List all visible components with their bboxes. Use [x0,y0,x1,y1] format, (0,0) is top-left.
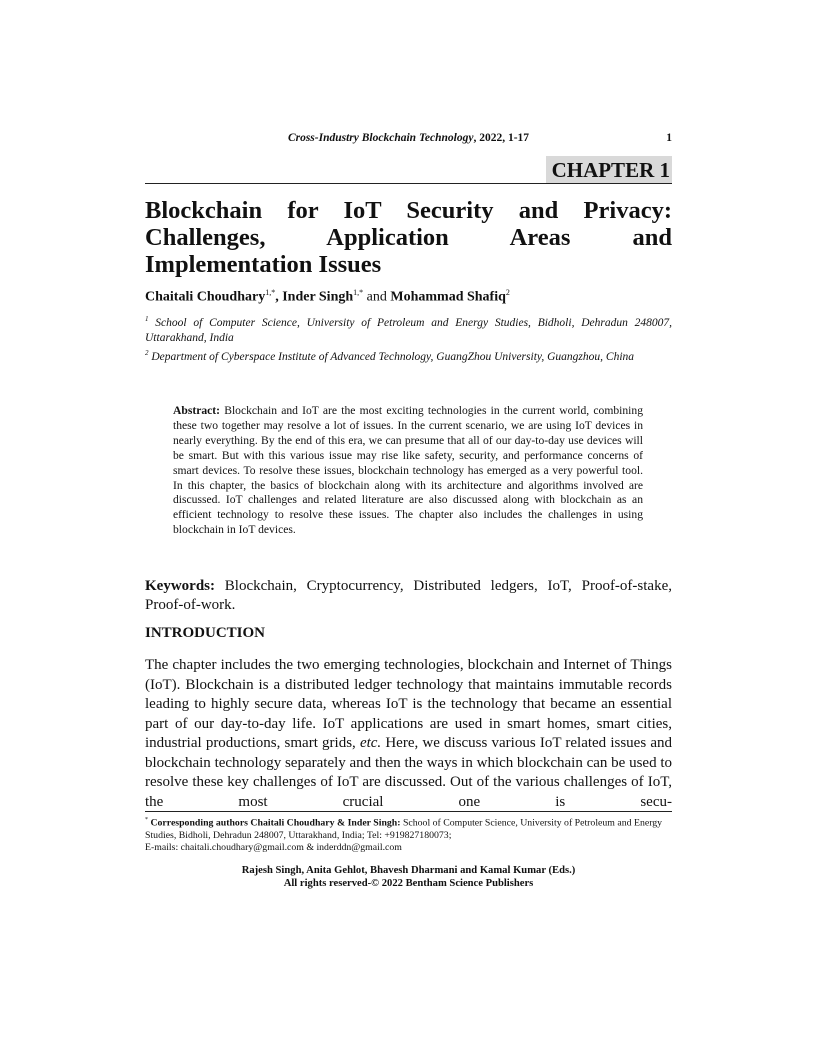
running-head-journal [145,132,672,144]
chapter-header [145,156,672,183]
affiliation [145,312,672,346]
abstract [173,404,643,538]
keywords-label: Keywords: [145,578,215,594]
chapter-rule [145,183,672,184]
editors-line: Rajesh Singh, Anita Gehlot, Bhavesh Dharmani and Kamal Kumar (Eds.) [241,865,576,876]
affiliation [145,346,672,365]
abstract-text: Blockchain and IoT are the most exciting technologies in the current world, combining these two together may resolve a lot of issues. In the current scenario, we are using IoT devices in nearly everything. By the end of this era, we can presume that all of our day-to-day use devices will be smart. But with this various issue may rise like safety, security, and performance concerns of smart devices. To resolve these issues, blockchain technology has emerged as a very powerful tool. In this chapter, the basics of blockchain along with its architecture and algorithms involved are discussed. IoT challenges and related literature are also discussed along with blockchain as an efficient technology to resolve these issues. The chapter also includes the challenges in using blockchain in IoT devices. [173,404,643,537]
abstract-label: Abstract: [173,404,221,417]
footnote-label: Corresponding authors Chaitali Choudhary & Inder Singh: [150,817,401,829]
footnote-mark: * [145,817,148,823]
author-affiliation-mark: 2 [505,288,510,297]
footnote-text: School of Computer Science, University of Petroleum and Energy Studies, Bidholi, Dehradun 248007, Uttarakhand, India; Tel: +919827180073; [145,817,663,841]
paragraph-emphasis: etc. [359,735,382,751]
author-affiliation-mark: 1,* [353,288,364,297]
keywords-text: Blockchain, Cryptocurrency, Distributed ledgers, IoT, Proof-of-stake, Proof-of-work. [145,578,672,613]
footnote [145,814,672,854]
author-separator: , [275,289,283,305]
footnote-rule [145,811,672,812]
copyright-line: All rights reserved-© 2022 Bentham Science Publishers [283,878,534,889]
journal-title: Cross-Industry Blockchain Technology [287,132,474,144]
affiliation-number: 2 [145,349,149,357]
author-conjunction: and [363,289,391,305]
author-list [145,288,672,306]
affiliation-text: Department of Cyberspace Institute of Advanced Technology, GuangZhou University, Guangzhou, China [151,350,635,363]
keywords [145,577,672,615]
paragraph-text: The chapter includes the two emerging technologies, blockchain and Internet of Things (IoT). Blockchain is a distributed ledger technology that maintains immutable records leading to highly secure data, whereas IoT is the technology that became an essential part of our day-to-day life. IoT applications are used in smart homes, smart cities, industrial productions, smart grids, [145,657,672,751]
chapter-title: Blockchain for IoT Security and Privacy: Challenges, Application Areas and Implementation Issues [145,197,672,278]
page-number: 1 [666,132,672,144]
affiliation-text: School of Computer Science, University of Petroleum and Energy Studies, Bidholi, Dehradun 248007, Uttarakhand, India [145,316,672,344]
publisher-info [145,864,672,890]
author-affiliation-mark: 1,* [265,288,276,297]
running-head [145,132,672,150]
chapter-label: CHAPTER 1 [546,156,672,183]
author-name: Inder Singh [282,289,354,305]
author-name: Mohammad Shafiq [390,289,506,305]
paragraph-text: Here, we discuss various IoT related issues and blockchain technology separately and then the ways in which blockchain can be used to resolve these key challenges of IoT are discussed. Out of the various challenges of IoT, the most crucial one is secu- [145,735,672,810]
author-name: Chaitali Choudhary [145,289,266,305]
affiliation-number: 1 [145,315,149,323]
journal-year-pages: , 2022, 1-17 [473,132,530,144]
section-heading: INTRODUCTION [145,625,266,641]
introduction-paragraph [145,656,672,812]
footnote-emails: E-mails: chaitali.choudhary@gmail.com & inderddn@gmail.com [145,842,402,854]
